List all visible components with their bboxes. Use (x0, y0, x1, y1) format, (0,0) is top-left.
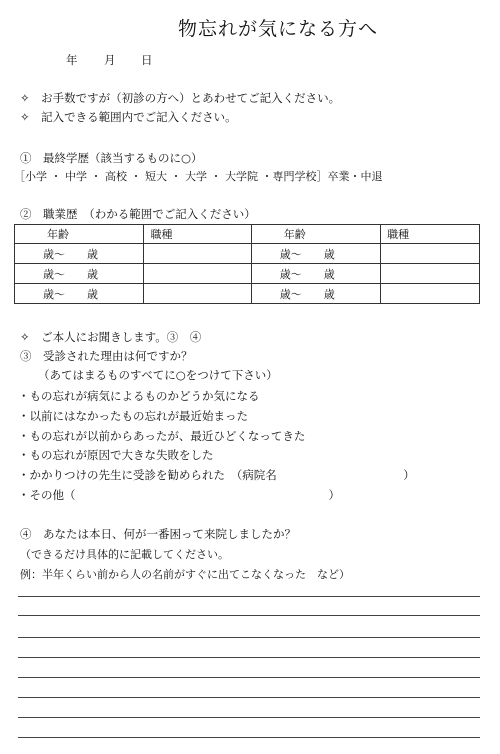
job-history-table (14, 224, 480, 304)
header-job-1: 職種 (144, 225, 251, 244)
answer-line[interactable] (18, 637, 480, 638)
age-cell[interactable]: 歳〜 歳 (15, 284, 144, 304)
table-row (15, 264, 480, 284)
answer-line[interactable] (18, 717, 480, 718)
q3-label: ③ 受診された理由は何ですか？ (20, 349, 193, 363)
answer-line[interactable] (18, 697, 480, 698)
q3-sub: （あてはまるものすべてに○をつけて下さい） (38, 368, 278, 382)
table-row (15, 284, 480, 304)
header-job-2: 職種 (381, 225, 480, 244)
age-cell[interactable]: 歳〜 歳 (251, 244, 380, 264)
job-cell[interactable] (381, 264, 480, 284)
month-label: 月 (104, 53, 116, 67)
age-cell[interactable]: 歳〜 歳 (251, 264, 380, 284)
age-cell[interactable]: 歳〜 歳 (251, 284, 380, 304)
note-1: ✧ お手数ですが（初診の方へ）とあわせてご記入ください。 (20, 91, 341, 105)
answer-line[interactable] (18, 615, 480, 616)
age-cell[interactable]: 歳〜 歳 (15, 244, 144, 264)
q1-options[interactable]: ［小学 ・ 中学 ・ 高校 ・ 短大 ・ 大学 ・ 大学院 ・専門学校］卒業・中退 (14, 170, 383, 183)
header-age-1: 年齢 (15, 225, 144, 244)
q3-item[interactable]: ・もの忘れが以前からあったが、最近ひどくなってきた (18, 429, 306, 443)
q4-label: ④ あなたは本日、何が一番困って来院しましたか？ (20, 527, 296, 541)
day-label: 日 (141, 53, 153, 67)
q3-item[interactable]: ・もの忘れが原因で大きな失敗をした (18, 448, 214, 462)
table-header-row (15, 225, 480, 244)
answer-line[interactable] (18, 677, 480, 678)
answer-line[interactable] (18, 596, 480, 597)
header-age-2: 年齢 (251, 225, 380, 244)
q3-item[interactable]: ・以前にはなかったもの忘れが最近始まった (18, 409, 248, 423)
job-cell[interactable] (381, 244, 480, 264)
answer-line[interactable] (18, 657, 480, 658)
q1-label: ① 最終学歴（該当するものに○） (20, 151, 203, 165)
q4-example: 例：半年くらい前から人の名前がすぐに出てこなくなった など） (20, 568, 350, 581)
page-title: 物忘れが気になる方へ (178, 18, 379, 40)
q4-sub: （できるだけ具体的に記載してください。 (20, 548, 229, 561)
job-cell[interactable] (144, 284, 251, 304)
q2-label: ② 職業歴 （わかる範囲でご記入ください） (20, 207, 256, 221)
age-cell[interactable]: 歳〜 歳 (15, 264, 144, 284)
q3-item[interactable]: ・かかりつけの先生に受診を勧められた （病院名 ） (18, 468, 415, 482)
self-note: ✧ ご本人にお聞きします。③ ④ (20, 330, 202, 344)
job-cell[interactable] (144, 264, 251, 284)
q3-item[interactable]: ・その他（ ） (18, 488, 340, 502)
answer-line[interactable] (18, 737, 480, 738)
year-label: 年 (66, 53, 78, 67)
job-cell[interactable] (381, 284, 480, 304)
q3-item[interactable]: ・もの忘れが病気によるものかどうか気になる (18, 389, 260, 403)
note-2: ✧ 記入できる範囲内でご記入ください。 (20, 110, 237, 124)
table-row (15, 244, 480, 264)
job-cell[interactable] (144, 244, 251, 264)
